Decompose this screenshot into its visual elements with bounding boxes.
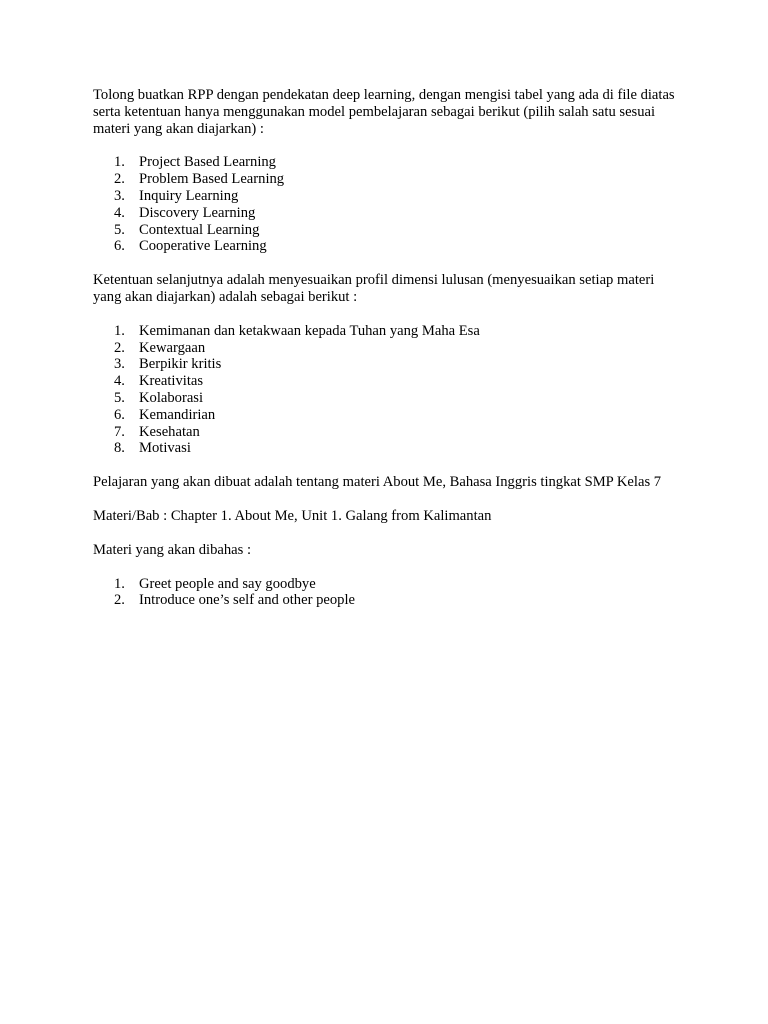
list-item: 6. Cooperative Learning: [114, 238, 267, 255]
list-item-text: Kesehatan: [139, 423, 200, 440]
list-item-text: Contextual Learning: [139, 221, 260, 238]
list-item: 3. Berpikir kritis: [114, 356, 222, 373]
list-item: 4. Kreativitas: [114, 373, 204, 390]
lesson-paragraph: Pelajaran yang akan dibuat adalah tentang materi About Me, Bahasa Inggris tingkat SMP Kelas 7: [93, 474, 662, 491]
list-item-text: Introduce one’s self and other people: [139, 592, 355, 609]
list-item: 1. Project Based Learning: [114, 154, 276, 171]
list-item-text: Berpikir kritis: [139, 356, 222, 373]
intro-paragraph: Tolong buatkan RPP dengan pendekatan deep learning, dengan mengisi tabel yang ada di file diatas serta ketentuan hanya menggunakan model pembelajaran sebagai berikut (pilih salah satu sesuai materi yang akan diajarkan) :: [93, 87, 675, 137]
list-item-text: Problem Based Learning: [139, 171, 285, 188]
list-item-text: Project Based Learning: [139, 154, 276, 171]
profile-intro-paragraph: Ketentuan selanjutnya adalah menyesuaikan profil dimensi lulusan (menyesuaikan setiap materi yang akan diajarkan) adalah sebagai berikut :: [93, 272, 655, 305]
list-item-text: Kemandirian: [139, 406, 216, 423]
document-page: [93, 87, 683, 626]
list-item: 5. Contextual Learning: [114, 221, 260, 238]
topics-intro-paragraph: Materi yang akan dibahas :: [93, 541, 252, 558]
list-item: 7. Kesehatan: [114, 423, 200, 440]
list-item: 2. Problem Based Learning: [114, 171, 285, 188]
list-item-text: Cooperative Learning: [139, 238, 267, 255]
list-item: 8. Motivasi: [114, 440, 191, 457]
list-item: 2. Introduce one’s self and other people: [114, 592, 355, 609]
list-item-text: Discovery Learning: [139, 204, 256, 221]
list-item-text: Motivasi: [139, 440, 191, 457]
list-item-text: Greet people and say goodbye: [139, 575, 316, 592]
learning-models-list: [93, 154, 683, 255]
list-item: 1. Greet people and say goodbye: [114, 575, 316, 592]
list-item: 6. Kemandirian: [114, 406, 216, 423]
list-item: 1. Kemimanan dan ketakwaan kepada Tuhan yang Maha Esa: [114, 322, 480, 339]
list-item-text: Kewargaan: [139, 339, 206, 356]
topics-list: [93, 576, 683, 610]
graduate-profile-list: [93, 323, 683, 457]
list-item: 5. Kolaborasi: [114, 389, 204, 406]
list-item-text: Inquiry Learning: [139, 187, 239, 204]
list-item: 3. Inquiry Learning: [114, 187, 239, 204]
list-item-text: Kreativitas: [139, 373, 204, 390]
list-item-text: Kemimanan dan ketakwaan kepada Tuhan yang Maha Esa: [139, 322, 480, 339]
chapter-paragraph: Materi/Bab : Chapter 1. About Me, Unit 1. Galang from Kalimantan: [93, 507, 492, 524]
list-item: 4. Discovery Learning: [114, 204, 256, 221]
list-item: 2. Kewargaan: [114, 339, 206, 356]
list-item-text: Kolaborasi: [139, 389, 204, 406]
